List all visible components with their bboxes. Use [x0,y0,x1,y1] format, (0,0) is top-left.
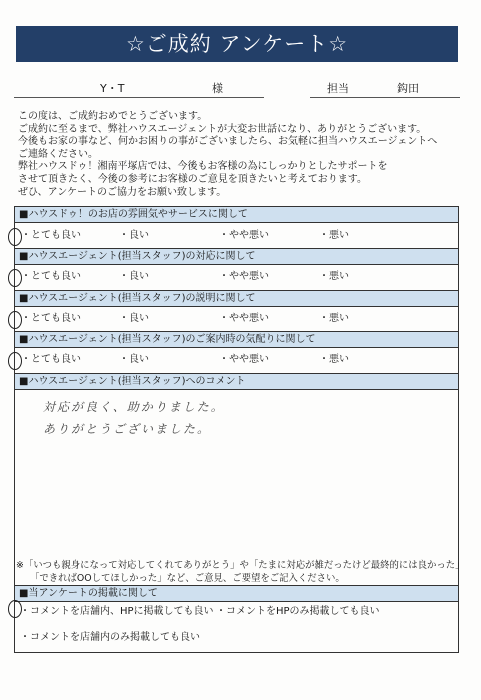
option-somewhat-bad[interactable]: ・やや悪い [219,271,269,282]
staff-underline [310,97,460,98]
customer-underline [14,97,264,98]
option-somewhat-bad[interactable]: ・やや悪い [219,313,269,324]
question-3-header: ■ハウスエージェント(担当スタッフ)の説明に関して [14,290,459,307]
staff-name: 鈎田 [397,82,419,95]
question-3-options [14,308,459,330]
option-bad[interactable]: ・悪い [319,230,349,241]
publication-option-hp-only[interactable]: ・コメントをHPのみ掲載しても良い [216,606,380,617]
handwritten-comment-line: 対応が良く、助かりました。 [43,400,225,414]
publication-header: ■当アンケートの掲載に関して [14,585,459,602]
option-bad[interactable]: ・悪い [319,354,349,365]
selection-circle [8,600,22,618]
selection-circle [8,228,22,246]
option-good[interactable]: ・良い [119,313,149,324]
honorific: 様 [212,82,223,95]
handwritten-comment-line: ありがとうございました。 [43,422,212,436]
option-bad[interactable]: ・悪い [319,271,349,282]
intro-line: させて頂きたく、今後の参考にお客様のご意見を頂きたいと考えております。 [18,173,367,185]
option-bad[interactable]: ・悪い [319,313,349,324]
intro-line: 今後もお家の事など、何かお困りの事がございましたら、お気軽に担当ハウスエージェントへ [18,136,438,148]
option-very-good[interactable]: ・とても良い [21,354,81,365]
intro-line: ご連絡ください。 [18,148,98,160]
intro-line: 弊社ハウスドゥ！湘南平塚店では、今後もお客様の為にしっかりとしたサポートを [18,161,388,173]
option-somewhat-bad[interactable]: ・やや悪い [219,230,269,241]
publication-option-store-only[interactable]: ・コメントを店舗内のみ掲載しても良い [20,632,200,643]
publication-option-store-and-hp[interactable]: ・コメントを店舗内、HPに掲載しても良い [20,606,214,617]
option-very-good[interactable]: ・とても良い [21,313,81,324]
selection-circle [8,352,22,370]
option-good[interactable]: ・良い [119,271,149,282]
question-1-options [14,225,459,247]
customer-name: Y・T [100,82,125,95]
question-1-header: ■ハウスドゥ！のお店の雰囲気やサービスに関して [14,206,459,223]
comment-note-line: ※「いつも親身になって対応してくれてありがとう」や「たまに対応が雑だったけど最終的には良かった」 [16,560,465,571]
comment-note-line: 「できればOOしてほしかった」など、ご意見、ご要望をご記入ください。 [30,573,345,584]
page-title: ☆ご成約 アンケート☆ [16,26,458,62]
selection-circle [8,311,22,329]
intro-text [18,111,458,199]
question-2-options [14,266,459,288]
question-2-header: ■ハウスエージェント(担当スタッフ)の対応に関して [14,248,459,265]
staff-label: 担当 [327,82,349,95]
option-somewhat-bad[interactable]: ・やや悪い [219,354,269,365]
question-4-options [14,349,459,371]
option-very-good[interactable]: ・とても良い [21,230,81,241]
intro-line: ぜひ、アンケートのご協力をお願い致します。 [18,186,227,198]
selection-circle [8,269,22,287]
option-very-good[interactable]: ・とても良い [21,271,81,282]
intro-line: この度は、ご成約おめでとうございます。 [18,111,208,122]
intro-line: ご成約に至るまで、弊社ハウスエージェントが大変お世話になり、ありがとうございます。 [18,123,427,135]
comment-header: ■ハウスエージェント(担当スタッフ)へのコメント [14,373,459,390]
option-good[interactable]: ・良い [119,354,149,365]
question-4-header: ■ハウスエージェント(担当スタッフ)のご案内時の気配りに関して [14,331,459,348]
option-good[interactable]: ・良い [119,230,149,241]
